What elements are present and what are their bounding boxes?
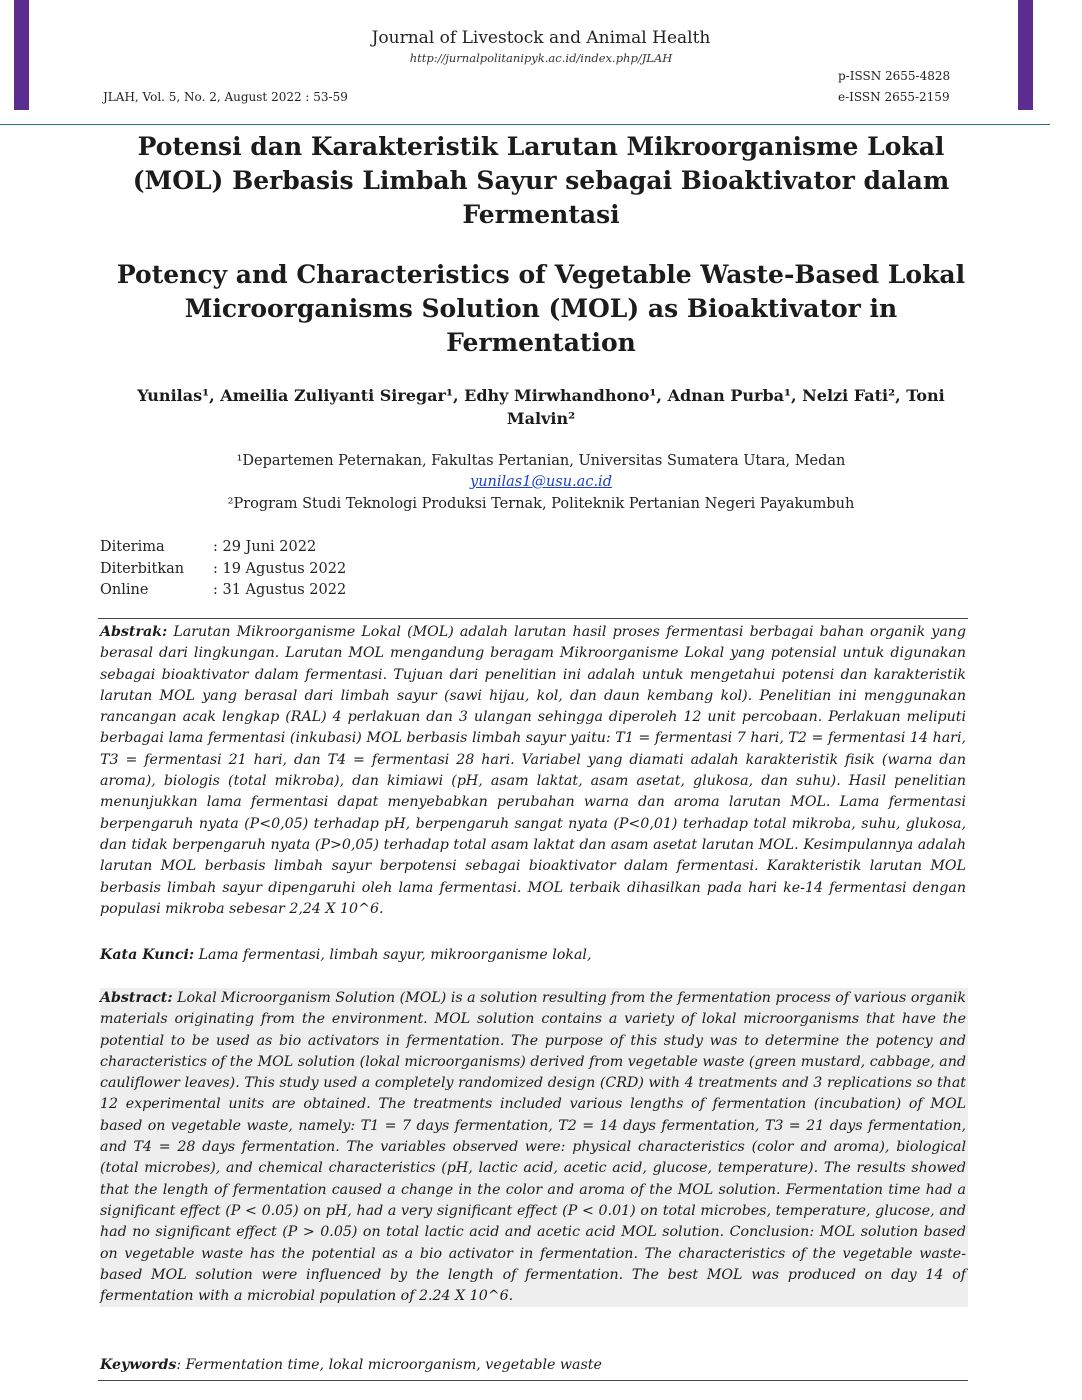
abstract-text: Lokal Microorganism Solution (MOL) is a solution resulting from the fermentation process of various organik materials originating from the environment. MOL solution contains a variety of lokal microorganisms that have the potential to be used as bio activators in fermentation. The purpose of this study was to determine the potency and characteristics of the MOL solution (lokal microorganisms) derived from vegetable waste (green mustard, cabbage, and cauliflower leaves). This study used a completely randomized design (CRD) with 4 treatments and 3 replications so that 12 experimental units are obtained. The treatments included various lengths of fermentation (incubation) of MOL based on vegetable waste, namely: T1 = 7 days fermentation, T2 = 14 days fermentation, T3 = 21 days fermentation, and T4 = 28 days fermentation. The variables observed were: physical characteristics (color and aroma), biological (total microbes), and chemical characteristics (pH, lactic acid, acetic acid, glucose, temperature). The results showed that the length of fermentation caused a change in the color and aroma of the MOL solution. Fermentation time had a significant effect (P < 0.05) on pH, had a very significant effect (P < 0.01) on total microbes, temperature, glucose, and had no significant effect (P > 0.05) on total lactic acid and acetic acid MOL solution. Conclusion: MOL solution based on vegetable waste has the potential as a bio activator in fermentation. The characteristics of the vegetable waste-based MOL solution were influenced by the length of fermentation. The best MOL was produced on day 14 of fermentation with a microbial population of 2.24 X 10^6. <box>100 990 966 1305</box>
author-list: Yunilas¹, Ameilia Zuliyanti Siregar¹, Edhy Mirwhandhono¹, Adnan Purba¹, Nelzi Fati², Toni Malvin² <box>137 386 945 428</box>
kata-kunci-paragraph <box>100 945 966 966</box>
publication-dates <box>100 537 346 602</box>
divider-bottom <box>98 1380 968 1381</box>
date-value: : 31 Agustus 2022 <box>213 582 347 598</box>
header-rule <box>0 124 1050 125</box>
journal-name: Journal of Livestock and Animal Health <box>371 28 711 48</box>
volume-info: JLAH, Vol. 5, No. 2, August 2022 : 53-59 <box>103 90 348 104</box>
date-label: Online <box>100 582 149 598</box>
kata-kunci-label: Kata Kunci: <box>100 947 195 963</box>
keywords-text: : Fermentation time, lokal microorganism, vegetable waste <box>176 1357 602 1373</box>
date-row-published <box>100 559 346 581</box>
date-label: Diterima <box>100 539 165 555</box>
journal-url[interactable]: http://jurnalpolitanipyk.ac.id/index.php/JLAH <box>409 51 673 65</box>
kata-kunci-text: Lama fermentasi, limbah sayur, mikroorganisme lokal, <box>198 947 592 963</box>
title-english: Potency and Characteristics of Vegetable Waste-Based Lokal Microorganisms Solution (MOL) as Bioaktivator in Fermentation <box>116 260 966 357</box>
divider-top <box>98 618 968 619</box>
abstract-paragraph <box>100 988 968 1307</box>
abstrak-label: Abstrak: <box>100 624 168 640</box>
corresponding-email-link[interactable]: yunilas1@usu.ac.id <box>470 474 612 490</box>
affiliation-2: ²Program Studi Teknologi Produksi Ternak, Politeknik Pertanian Negeri Payakumbuh <box>227 496 855 512</box>
e-issn: e-ISSN 2655-2159 <box>838 90 950 104</box>
abstrak-text: Larutan Mikroorganisme Lokal (MOL) adalah larutan hasil proses fermentasi berbagai bahan organik yang berasal dari lingkungan. Larutan MOL mengandung beragam Mikroorganisme Lokal yang potensial untuk digunakan sebagai bioaktivator dalam fermentasi. Tujuan dari penelitian ini adalah untuk mengetahui potensi dan karakteristik larutan MOL yang berasal dari limbah sayur (sawi hijau, kol, dan daun kembang kol). Penelitian ini menggunakan rancangan acak lengkap (RAL) 4 perlakuan dan 3 ulangan sehingga diperoleh 12 unit percobaan. Perlakuan meliputi berbagai lama fermentasi (inkubasi) MOL berbasis limbah sayur yaitu: T1 = fermentasi 7 hari, T2 = fermentasi 14 hari, T3 = fermentasi 21 hari, dan T4 = fermentasi 28 hari. Variabel yang diamati adalah karakteristik fisik (warna dan aroma), biologis (total mikroba), dan kimiawi (pH, asam laktat, asam asetat, glukosa, dan suhu). Hasil penelitian menunjukkan lama fermentasi dapat menyebabkan perubahan warna dan aroma larutan MOL. Lama fermentasi berpengaruh nyata (P<0,05) terhadap pH, berpengaruh sangat nyata (P<0,01) terhadap total mikroba, suhu, glukosa, dan tidak berpengaruh nyata (P>0,05) terhadap total asam laktat dan asam asetat larutan MOL. Kesimpulannya adalah larutan MOL berbasis limbah sayur berpotensi sebagai bioaktivator dalam fermentasi. Karakteristik larutan MOL berbasis limbah sayur dipengaruhi oleh lama fermentasi. MOL terbaik dihasilkan pada hari ke-14 fermentasi dengan populasi mikroba sebesar 2,24 X 10^6. <box>100 624 966 917</box>
title-indonesian: Potensi dan Karakteristik Larutan Mikroorganisme Lokal (MOL) Berbasis Limbah Sayur sebagai Bioaktivator dalam Fermentasi <box>132 132 950 229</box>
date-value: : 29 Juni 2022 <box>213 539 317 555</box>
abstract-label: Abstract: <box>100 990 173 1006</box>
keywords-paragraph <box>100 1355 966 1376</box>
keywords-label: Keywords <box>100 1357 177 1373</box>
date-label: Diterbitkan <box>100 560 185 577</box>
date-value: : 19 Agustus 2022 <box>213 560 347 577</box>
p-issn: p-ISSN 2655-4828 <box>838 69 951 83</box>
date-row-received <box>100 537 346 559</box>
date-row-online <box>100 580 346 602</box>
affiliation-1: ¹Departemen Peternakan, Fakultas Pertanian, Universitas Sumatera Utara, Medan <box>236 453 846 469</box>
abstrak-paragraph <box>100 622 966 920</box>
